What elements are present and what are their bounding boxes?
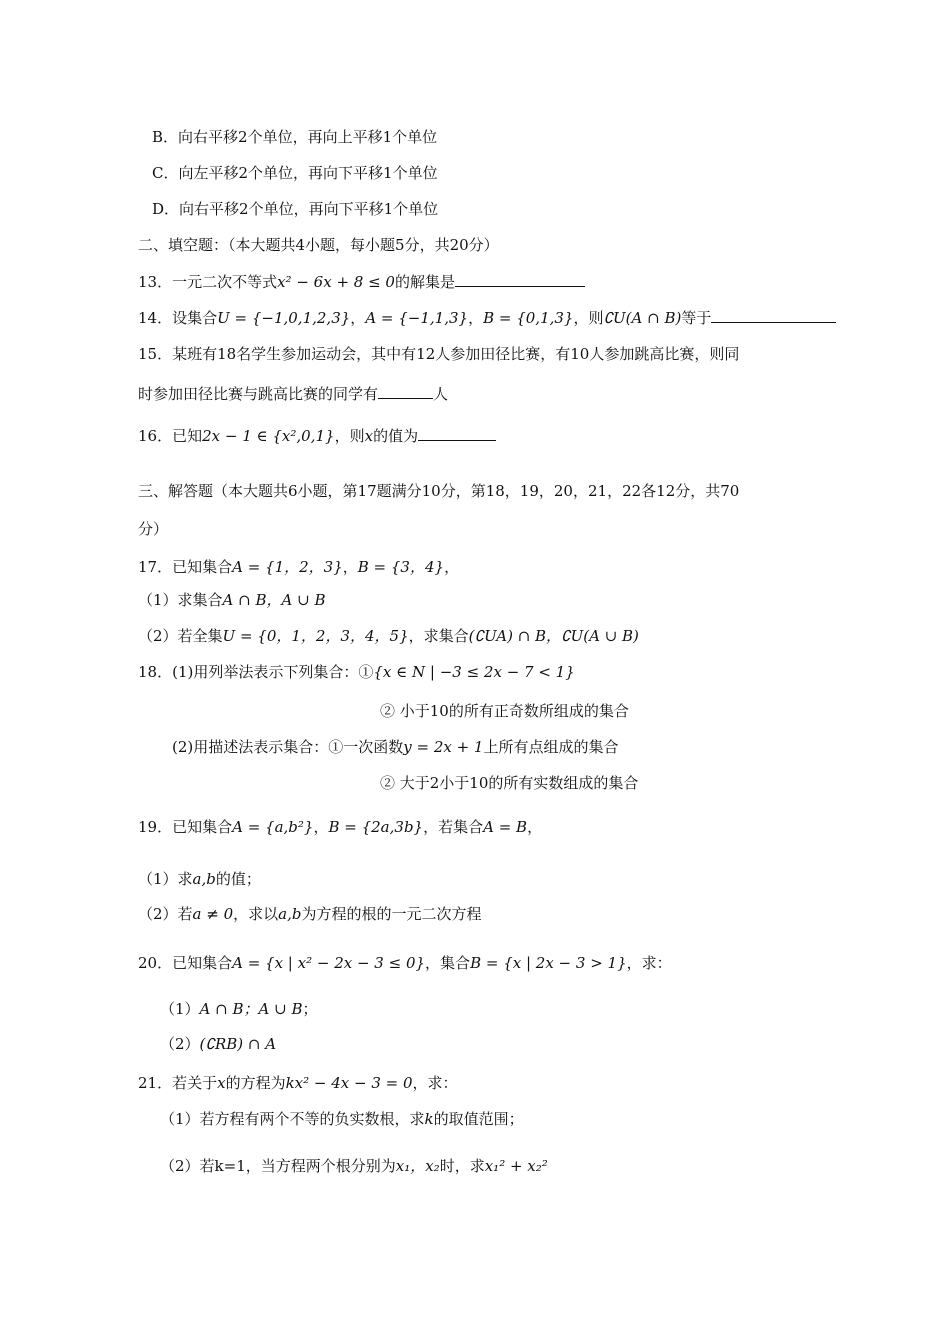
q14-text-after: 等于: [681, 309, 712, 327]
q16-math-x: x: [364, 427, 374, 445]
question-20: [138, 952, 672, 974]
q20-p1-label: （1）: [160, 1000, 200, 1018]
q13-math: x² − 6x + 8 ≤ 0: [277, 273, 395, 291]
question-17: [138, 556, 459, 578]
q19-p2-label: （2）若: [138, 905, 193, 923]
q14-sep1: ，: [350, 309, 366, 327]
q21-p2-math2: x₁² + x₂²: [484, 1157, 548, 1175]
q19-p1-math: a,b: [192, 870, 216, 888]
q13-answer-blank[interactable]: [455, 270, 585, 287]
q19-p2-mid: ，求以: [233, 905, 279, 923]
q21-p2-mid: 时，求: [439, 1157, 485, 1175]
option-d: D．向右平移2个单位，再向下平移1个单位: [152, 200, 439, 218]
q19-p2-math: a ≠ 0: [192, 905, 234, 923]
q21-math-x: x: [217, 1074, 226, 1092]
q18-p2-item2: ② 大于2小于10的所有实数组成的集合: [380, 774, 639, 792]
q20-stem: 20．已知集合: [138, 954, 233, 972]
q21-math-eq: kx² − 4x − 3 = 0: [285, 1074, 413, 1092]
q16-math: 2x − 1 ∈ {x²,0,1}: [202, 427, 335, 445]
q19-stem: 19．已知集合: [138, 818, 233, 836]
q14-math-u: U = {−1,0,1,2,3}: [217, 309, 351, 327]
q19-math-b: B = {2a,3b}: [328, 818, 424, 836]
q21-p1-math: k: [424, 1110, 434, 1128]
section3-title-line2: 分）: [138, 520, 169, 538]
q16-text-after: 的值为: [373, 427, 419, 445]
q20-mid: ，集合: [425, 954, 471, 972]
q21-p2-before: （2）若k=1，当方程两个根分别为: [160, 1157, 396, 1175]
option-b: B．向右平移2个单位，再向上平移1个单位: [152, 128, 438, 146]
question-21: [138, 1072, 458, 1094]
section3-title-line1: 三、解答题（本大题共6小题，第17题满分10分，第18，19，20，21，22各12分，共70: [138, 482, 740, 500]
q20-stem-after: ，求：: [626, 954, 672, 972]
q18-p1-label: 18．(1)用列举法表示下列集合：①: [138, 663, 374, 681]
q20-math-a: A = {x | x² − 2x − 3 ≤ 0}: [232, 954, 426, 972]
q17-part1: [138, 589, 325, 611]
q19-part1: [138, 868, 261, 890]
question-16: [138, 424, 496, 447]
q14-answer-blank[interactable]: [711, 306, 836, 323]
q16-answer-blank[interactable]: [418, 424, 496, 441]
q19-p2-after: 为方程的根的一元二次方程: [301, 905, 482, 923]
q17-p2-math-u: U = {0，1，2，3，4，5}: [222, 627, 409, 645]
q18-p2-after: 上所有点组成的集合: [483, 738, 619, 756]
q21-p1-after: 的取值范围；: [433, 1110, 524, 1128]
q17-math-b: B = {3，4}: [357, 558, 445, 576]
option-c: C．向左平移2个单位，再向下平移1个单位: [152, 164, 438, 182]
q21-p1-before: （1）若方程有两个不等的负实数根，求: [160, 1110, 425, 1128]
q19-p1-label: （1）求: [138, 870, 193, 888]
q17-part2: [138, 625, 639, 647]
q17-p1-label: （1）求集合: [138, 591, 223, 609]
q15-text: 时参加田径比赛与跳高比赛的同学有: [138, 385, 379, 403]
q20-p2-label: （2）: [160, 1035, 200, 1053]
question-18-part1: [138, 661, 575, 683]
q17-sep: ，: [342, 558, 358, 576]
q14-math-a: A = {−1,1,3}: [365, 309, 469, 327]
q15-answer-blank[interactable]: [378, 382, 433, 399]
q13-text-after: 的解集是: [394, 273, 455, 291]
question-14: [138, 306, 836, 329]
q21-part2: [160, 1155, 548, 1177]
q17-p1-math: A ∩ B，A ∪ B: [222, 591, 326, 609]
q20-p1-math: A ∩ B；A ∪ B: [199, 1000, 303, 1018]
question-13: [138, 270, 585, 293]
q17-math-a: A = {1，2，3}: [232, 558, 343, 576]
q21-mid: 的方程为: [225, 1074, 286, 1092]
q14-sep2: ，: [468, 309, 484, 327]
question-15-line2: [138, 382, 448, 405]
q17-p2-label: （2）若全集: [138, 627, 223, 645]
q20-math-b: B = {x | 2x − 3 > 1}: [470, 954, 627, 972]
q15-text-after: 人: [433, 385, 449, 403]
q18-p2-label: (2)用描述法表示集合：①一次函数: [172, 738, 404, 756]
q14-text: 14．设集合: [138, 309, 218, 327]
q21-stem-after: ，求：: [412, 1074, 458, 1092]
q18-p1-item2: ② 小于10的所有正奇数所组成的集合: [380, 702, 629, 720]
q19-math-eq: A = B: [483, 818, 528, 836]
q17-p2-mid: ，求集合: [408, 627, 469, 645]
q18-p1-math: {x ∈ N | −3 ≤ 2x − 7 < 1}: [373, 663, 575, 681]
q21-stem: 21．若关于: [138, 1074, 218, 1092]
q19-math-a: A = {a,b²}: [232, 818, 314, 836]
q21-part1: [160, 1108, 524, 1130]
q16-text: 16．已知: [138, 427, 203, 445]
q17-stem-after: ，: [444, 558, 460, 576]
q20-p2-math: (∁RB) ∩ A: [199, 1035, 277, 1053]
q20-part1: [160, 998, 317, 1020]
q21-p2-math: x₁，x₂: [395, 1157, 440, 1175]
question-19: [138, 816, 542, 838]
q19-part2: [138, 903, 482, 925]
q13-text: 13．一元二次不等式: [138, 273, 278, 291]
question-15-line1: 15．某班有18名学生参加运动会，其中有12人参加田径比赛，有10人参加跳高比赛，则同: [138, 345, 740, 363]
question-18-part2: [172, 736, 619, 758]
q14-math-b: B = {0,1,3}: [483, 309, 574, 327]
section2-title: 二、填空题：（本大题共4小题，每小题5分，共20分）: [138, 236, 499, 254]
q19-stem-after: ，: [527, 818, 543, 836]
q17-p2-math: (∁UA) ∩ B，∁U(A ∪ B): [468, 627, 639, 645]
q16-text-mid: ，则: [334, 427, 365, 445]
q20-part2: [160, 1033, 276, 1055]
q18-p2-math: y = 2x + 1: [403, 738, 484, 756]
q17-stem: 17．已知集合: [138, 558, 233, 576]
q14-sep3: ，则: [573, 309, 604, 327]
q19-p1-after: 的值；: [215, 870, 261, 888]
q20-p1-after: ；: [302, 1000, 318, 1018]
q19-sep: ，: [313, 818, 329, 836]
q14-math-c: ∁U(A ∩ B): [603, 309, 682, 327]
q19-mid: ，若集合: [423, 818, 484, 836]
q19-p2-math2: a,b: [278, 905, 302, 923]
